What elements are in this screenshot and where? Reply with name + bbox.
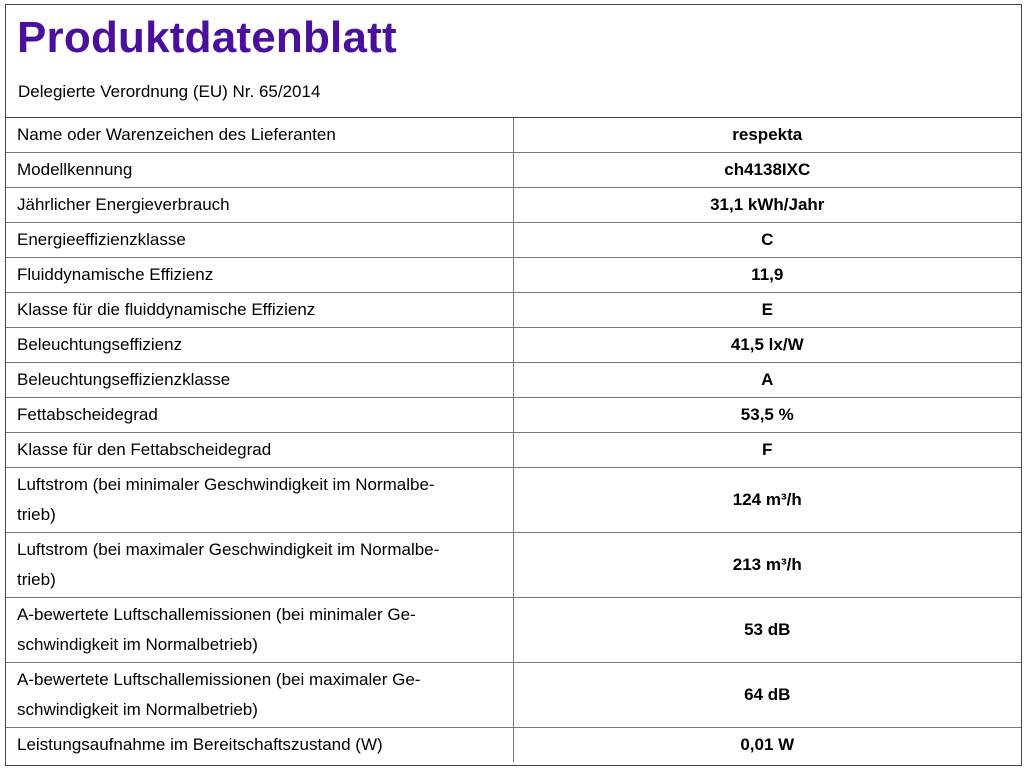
row-label-line-2: trieb) <box>17 505 56 524</box>
table-row-model <box>6 153 1021 188</box>
row-value: 41,5 lx/W <box>513 328 1021 363</box>
row-label: Beleuchtungseffizienz <box>6 328 513 363</box>
row-value: 64 dB <box>513 663 1021 728</box>
row-label: Name oder Warenzeichen des Lieferanten <box>6 118 513 153</box>
row-label-line-1: Luftstrom (bei maximaler Geschwindigkeit im Normalbe- <box>17 540 440 559</box>
row-label <box>6 533 513 598</box>
page-title: Produktdatenblatt <box>17 13 397 62</box>
sheet-header <box>6 5 1021 118</box>
table-row-fluid-efficiency-class <box>6 293 1021 328</box>
table-row-energy-class <box>6 223 1021 258</box>
row-value: 53,5 % <box>513 398 1021 433</box>
row-value: A <box>513 363 1021 398</box>
row-label: Leistungsaufnahme im Bereitschaftszustand (W) <box>6 728 513 763</box>
row-value: C <box>513 223 1021 258</box>
row-label <box>6 598 513 663</box>
row-value: 53 dB <box>513 598 1021 663</box>
row-value: 11,9 <box>513 258 1021 293</box>
table-row-fluid-efficiency <box>6 258 1021 293</box>
row-value: ch4138IXC <box>513 153 1021 188</box>
table-row-noise-min <box>6 598 1021 663</box>
row-value: 124 m³/h <box>513 468 1021 533</box>
table-row-airflow-max <box>6 533 1021 598</box>
table-row-energy-consumption <box>6 188 1021 223</box>
row-label: Beleuchtungseffizienzklasse <box>6 363 513 398</box>
row-label: Modellkennung <box>6 153 513 188</box>
row-label: Jährlicher Energieverbrauch <box>6 188 513 223</box>
row-value: F <box>513 433 1021 468</box>
row-label: Fluiddynamische Effizienz <box>6 258 513 293</box>
row-label-line-2: schwindigkeit im Normalbetrieb) <box>17 635 258 654</box>
row-label: Klasse für die fluiddynamische Effizienz <box>6 293 513 328</box>
row-label-line-2: schwindigkeit im Normalbetrieb) <box>17 700 258 719</box>
row-label-line-1: A-bewertete Luftschallemissionen (bei maximaler Ge- <box>17 670 421 689</box>
row-value: respekta <box>732 125 803 144</box>
table-row-grease-filtering <box>6 398 1021 433</box>
row-label: Klasse für den Fettabscheidegrad <box>6 433 513 468</box>
row-label: Fettabscheidegrad <box>6 398 513 433</box>
product-data-sheet <box>5 4 1022 766</box>
table-row-lighting-efficiency-class <box>6 363 1021 398</box>
row-value: 0,01 W <box>513 728 1021 763</box>
row-value: E <box>513 293 1021 328</box>
table-row-grease-filtering-class <box>6 433 1021 468</box>
row-value: 213 m³/h <box>513 533 1021 598</box>
row-label <box>6 468 513 533</box>
row-label-line-2: trieb) <box>17 570 56 589</box>
table-row-lighting-efficiency <box>6 328 1021 363</box>
row-value: 31,1 kWh/Jahr <box>513 188 1021 223</box>
row-label: Energieeffizienzklasse <box>6 223 513 258</box>
table-row-noise-max <box>6 663 1021 728</box>
table-row-supplier <box>6 118 1021 153</box>
row-label <box>6 663 513 728</box>
row-label-line-1: Luftstrom (bei minimaler Geschwindigkeit im Normalbe- <box>17 475 435 494</box>
regulation-subtitle: Delegierte Verordnung (EU) Nr. 65/2014 <box>18 82 321 101</box>
product-data-table <box>6 118 1021 762</box>
table-row-airflow-min <box>6 468 1021 533</box>
row-label-line-1: A-bewertete Luftschallemissionen (bei minimaler Ge- <box>17 605 416 624</box>
table-row-standby-power <box>6 728 1021 763</box>
